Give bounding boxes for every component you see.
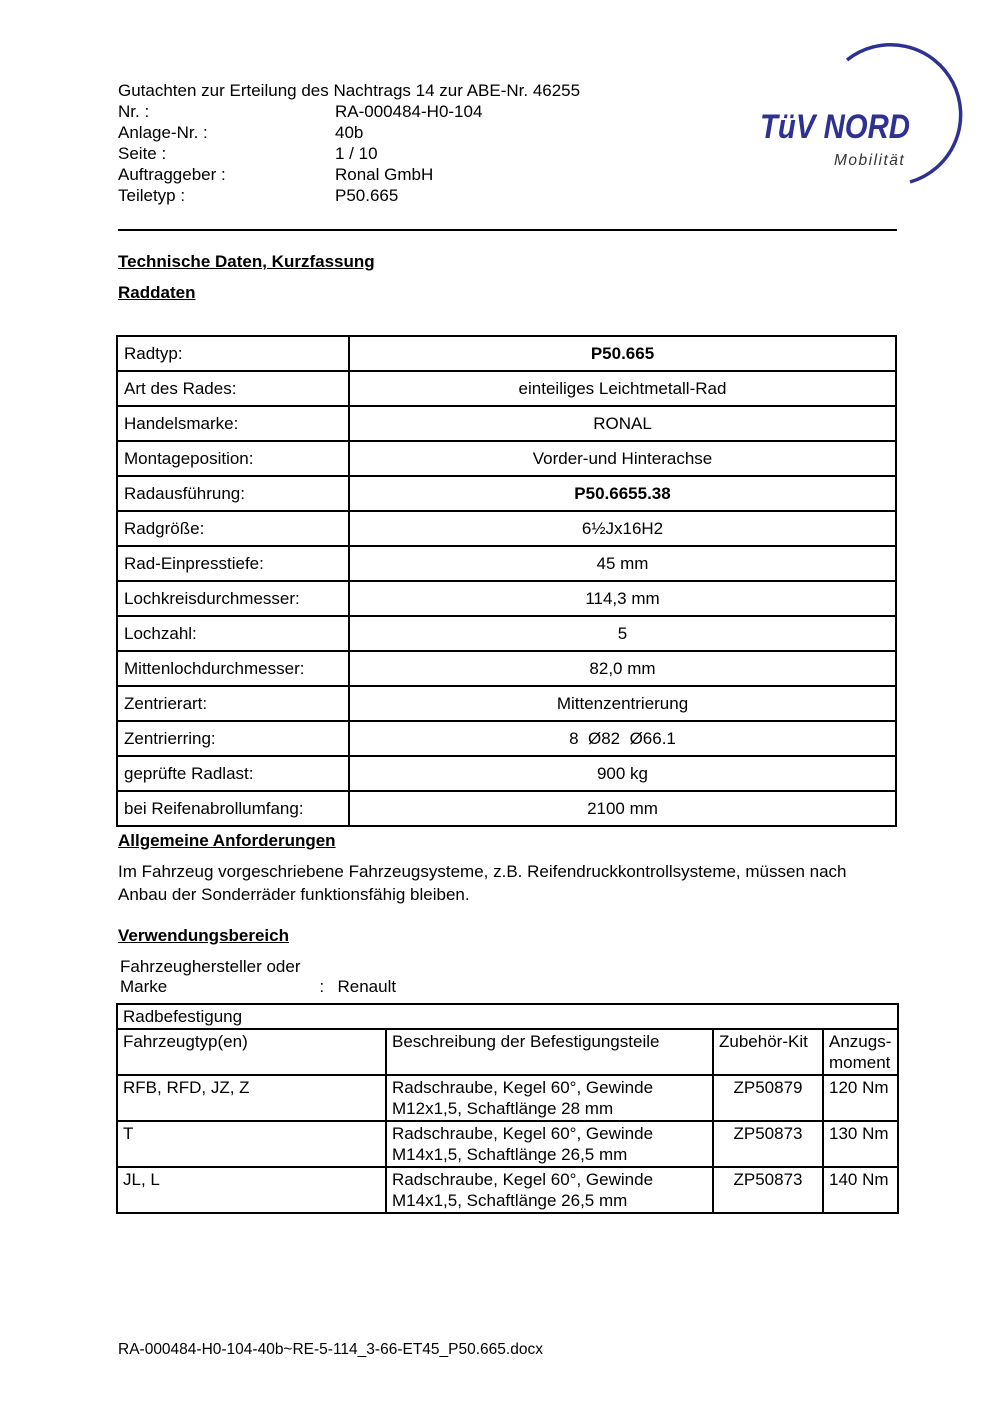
row-label: Zentrierring: [117, 721, 349, 756]
field-value: Ronal GmbH [335, 165, 434, 184]
header-field-auftraggeber [118, 164, 768, 185]
table-row [117, 791, 896, 826]
tuv-nord-logo-graphic [752, 50, 952, 195]
document-title: Gutachten zur Erteilung des Nachtrags 14 zur ABE-Nr. 46255 [118, 81, 581, 100]
table-row [117, 1075, 898, 1121]
field-label: Seite : [118, 144, 167, 163]
table-row [117, 686, 896, 721]
field-value: RA-000484-H0-104 [335, 102, 483, 121]
cell-zubehoer-kit: ZP50879 [713, 1075, 823, 1121]
table-caption: Radbefestigung [117, 1004, 898, 1029]
header-field-teiletyp [118, 185, 768, 206]
row-label: Radtyp: [117, 336, 349, 371]
table-row [117, 336, 896, 371]
row-value: P50.665 [349, 336, 896, 371]
header-divider [118, 229, 897, 231]
row-label: Radausführung: [117, 476, 349, 511]
field-label: Anlage-Nr. : [118, 123, 208, 142]
field-label: Nr. : [118, 102, 150, 121]
fahrzeughersteller-label: Fahrzeughersteller oder Marke [120, 957, 301, 996]
table-row [117, 511, 896, 546]
row-label: Zentrierart: [117, 686, 349, 721]
table-row [117, 1121, 898, 1167]
fahrzeughersteller-colon: : [319, 977, 325, 996]
column-header-fahrzeugtyp: Fahrzeugtyp(en) [117, 1029, 386, 1075]
row-label: Art des Rades: [117, 371, 349, 406]
table-row [117, 721, 896, 756]
logo-subtitle-text: Mobilität [834, 152, 906, 169]
cell-beschreibung: Radschraube, Kegel 60°, Gewinde M14x1,5, Schaftlänge 26,5 mm [386, 1121, 713, 1167]
row-label: Rad-Einpresstiefe: [117, 546, 349, 581]
row-value: Vorder-und Hinterachse [349, 441, 896, 476]
row-value: 114,3 mm [349, 581, 896, 616]
header-field-nr [118, 101, 768, 122]
table-caption-row [117, 1004, 898, 1029]
row-value: 2100 mm [349, 791, 896, 826]
document-header [118, 80, 768, 206]
cell-zubehoer-kit: ZP50873 [713, 1121, 823, 1167]
cell-fahrzeugtyp: RFB, RFD, JZ, Z [117, 1075, 386, 1121]
logo-brand-text: TüV NORD [760, 108, 910, 146]
cell-anzugsmoment: 120 Nm [823, 1075, 898, 1121]
table-row [117, 371, 896, 406]
row-value: 82,0 mm [349, 651, 896, 686]
row-value: 6½Jx16H2 [349, 511, 896, 546]
cell-fahrzeugtyp: JL, L [117, 1167, 386, 1213]
table-row [117, 476, 896, 511]
radbefestigung-table [116, 1003, 899, 1214]
row-label: Mittenlochdurchmesser: [117, 651, 349, 686]
header-field-anlage [118, 122, 768, 143]
row-label: geprüfte Radlast: [117, 756, 349, 791]
table-row [117, 756, 896, 791]
column-header-zubehoer-kit: Zubehör-Kit [713, 1029, 823, 1075]
section-heading-raddaten: Raddaten [118, 283, 196, 302]
row-label: Lochzahl: [117, 616, 349, 651]
raddaten-table [116, 335, 897, 827]
header-field-seite [118, 143, 768, 164]
column-header-anzugsmoment: Anzugs-moment [823, 1029, 898, 1075]
table-row [117, 581, 896, 616]
cell-zubehoer-kit: ZP50873 [713, 1167, 823, 1213]
row-value: P50.6655.38 [349, 476, 896, 511]
section-heading-allgemeine-anforderungen: Allgemeine Anforderungen [118, 831, 336, 850]
row-label: Montageposition: [117, 441, 349, 476]
field-label: Auftraggeber : [118, 165, 226, 184]
row-label: Lochkreisdurchmesser: [117, 581, 349, 616]
row-value: Mittenzentrierung [349, 686, 896, 721]
section-heading-verwendungsbereich: Verwendungsbereich [118, 926, 289, 945]
row-label: Handelsmarke: [117, 406, 349, 441]
row-value: 5 [349, 616, 896, 651]
cell-fahrzeugtyp: T [117, 1121, 386, 1167]
section-heading-technische-daten: Technische Daten, Kurzfassung [118, 252, 375, 271]
table-row [117, 441, 896, 476]
table-row [117, 616, 896, 651]
tuv-nord-logo [752, 50, 952, 195]
cell-beschreibung: Radschraube, Kegel 60°, Gewinde M14x1,5, Schaftlänge 26,5 mm [386, 1167, 713, 1213]
fahrzeughersteller-value: Renault [337, 977, 397, 996]
table-row [117, 651, 896, 686]
row-value: 8 Ø82 Ø66.1 [349, 721, 896, 756]
cell-anzugsmoment: 140 Nm [823, 1167, 898, 1213]
row-label: Radgröße: [117, 511, 349, 546]
allgemeine-anforderungen-text: Im Fahrzeug vorgeschriebene Fahrzeugsysteme, z.B. Reifendruckkontrollsysteme, müssen nach Anbau der Sonderräder funktionsfähig bleiben. [118, 862, 847, 904]
cell-anzugsmoment: 130 Nm [823, 1121, 898, 1167]
row-value: einteiliges Leichtmetall-Rad [349, 371, 896, 406]
field-label: Teiletyp : [118, 186, 186, 205]
table-row [117, 406, 896, 441]
field-value: 1 / 10 [335, 144, 378, 163]
row-label: bei Reifenabrollumfang: [117, 791, 349, 826]
row-value: 45 mm [349, 546, 896, 581]
cell-beschreibung: Radschraube, Kegel 60°, Gewinde M12x1,5, Schaftlänge 28 mm [386, 1075, 713, 1121]
field-value: P50.665 [335, 186, 399, 205]
table-row [117, 1167, 898, 1213]
fahrzeughersteller-line [120, 957, 396, 997]
footer-filename: RA-000484-H0-104-40b~RE-5-114_3-66-ET45_P50.665.docx [118, 1341, 543, 1358]
field-value: 40b [335, 123, 364, 142]
table-header-row [117, 1029, 898, 1075]
column-header-beschreibung: Beschreibung der Befestigungsteile [386, 1029, 713, 1075]
row-value: 900 kg [349, 756, 896, 791]
row-value: RONAL [349, 406, 896, 441]
table-row [117, 546, 896, 581]
